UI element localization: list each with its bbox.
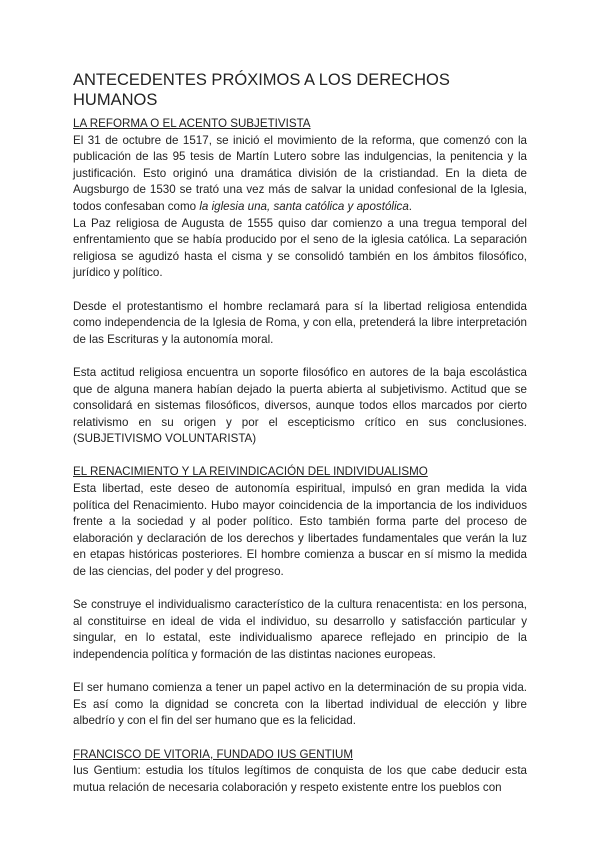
paragraph-text: El 31 de octubre de 1517, se inició el movimiento de la reforma, que comenzó con la publicación de las 95 tesis de Martín Lutero sobre las indulgencias, la penitencia y la justificación. Esto originó una dramática división de la cristiandad. En la dieta de Augsburgo de 1530 se trató una vez más de salvar la unidad confesional de la Iglesia, todos confesaban como: [73, 133, 527, 213]
document-page: [73, 70, 527, 796]
paragraph: Esta actitud religiosa encuentra un soporte filosófico en autores de la baja escolástica que de alguna manera habían dejado la puerta abierta al subjetivismo. Actitud que se consolidará en sistemas filosóficos, diversos, aunque todos ellos marcados por cierto relativismo en su origen y por el escepticismo crítico en sus conclusiones. (SUBJETIVISMO VOLUNTARISTA): [73, 365, 527, 446]
paragraph: [73, 133, 527, 216]
paragraph: La Paz religiosa de Augusta de 1555 quiso dar comienzo a una tregua temporal del enfrentamiento que se había producido por el seno de la iglesia católica. La separación religiosa se agudizó hasta el cisma y se consolidó también en los ámbitos filosófico, jurídico y político.: [73, 216, 527, 280]
paragraph: Desde el protestantismo el hombre reclamará para sí la libertad religiosa entendida como independencia de la Iglesia de Roma, y con ella, pretenderá la libre interpretación de las Escrituras y la autonomía moral.: [73, 299, 527, 346]
paragraph: Se construye el individualismo característico de la cultura renacentista: en los persona, al constituirse en ideal de vida el individuo, su desarrollo y satisfacción particular y singular, en lo estatal, este individualismo aparece reflejado en principio de la independencia política y formación de las distintas naciones europeas.: [73, 598, 527, 661]
paragraph: El ser humano comienza a tener un papel activo en la determinación de su propia vida. Es así como la dignidad se concreta con la libertad individual de elección y libre albedrío y con el fin del ser humano que es la felicidad.: [73, 681, 527, 728]
section-heading-vitoria: FRANCISCO DE VITORIA, FUNDADO IUS GENTIUM: [73, 747, 353, 761]
paragraph: Ius Gentium: estudia los títulos legítimos de conquista de los que cabe deducir esta mutua relación de necesaria colaboración y respeto existente entre los pueblos con: [73, 764, 527, 794]
paragraph: Esta libertad, este deseo de autonomía espiritual, impulsó en gran medida la vida política del Renacimiento. Hubo mayor coincidencia de la importancia de los individuos frente a la sociedad y al poder político. Esto también forma parte del proceso de elaboración y declaración de los derechos y libertades fundamentales que verán la luz en etapas históricas posteriores. El hombre comienza a buscar en sí mismo la medida de las ciencias, del poder y del progreso.: [73, 482, 527, 579]
paragraph-end: .: [408, 199, 413, 213]
section-heading-reforma: LA REFORMA O EL ACENTO SUBJETIVISTA: [73, 117, 311, 130]
section-heading-renacimiento: EL RENACIMIENTO Y LA REIVINDICACIÓN DEL INDIVIDUALISMO: [73, 465, 428, 479]
document-title: ANTECEDENTES PRÓXIMOS A LOS DERECHOS HUMANOS: [73, 71, 450, 109]
italic-quote: la iglesia una, santa católica y apostólica: [199, 199, 409, 213]
